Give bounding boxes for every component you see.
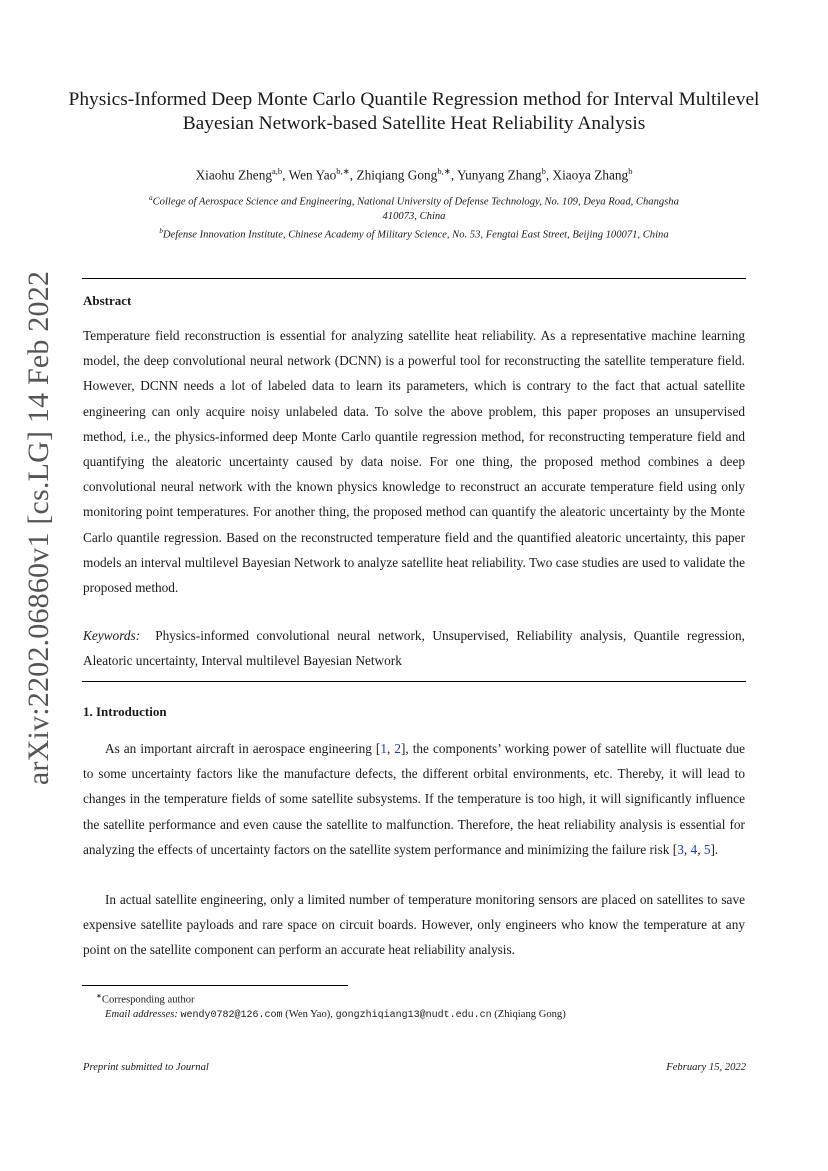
footer-date: February 15, 2022	[666, 1062, 746, 1073]
introduction-paragraph-2: In actual satellite engineering, only a limited number of temperature monitoring sensors are placed on satellites to save expensive satellite payloads and rare space on circuit boards. However, only engineers who know the temperature at any point on the satellite component can perform an accurate heat reliability analysis.	[83, 892, 745, 958]
author-affiliation-mark: b	[541, 166, 546, 176]
author-affiliation-mark: b,∗	[437, 166, 451, 176]
introduction-paragraph-1	[83, 736, 745, 862]
affiliation-a-text: College of Aerospace Science and Engineering, National University of Defense Technology, No. 109, Deya Road, Changsha	[152, 196, 679, 208]
affiliation-b-text: Defense Innovation Institute, Chinese Academy of Military Science, No. 53, Fengtai East Street, Beijing 100071, China	[162, 229, 669, 241]
author-name: Wen Yao	[288, 167, 337, 183]
citation-link[interactable]: 3	[677, 841, 684, 857]
arxiv-identifier-stamp	[2, 270, 76, 786]
email-label: Email addresses:	[105, 1008, 178, 1020]
footnote	[96, 989, 756, 1023]
author-list	[60, 162, 768, 184]
abstract-bottom-rule	[82, 681, 746, 682]
paragraph-text-segment: ,	[683, 841, 691, 857]
paragraph-text-segment: ,	[697, 841, 704, 857]
abstract-text: Temperature field reconstruction is essential for analyzing satellite heat reliability. As a representative machine learning model, the deep convolutional neural network (DCNN) is a powerful tool for reconstructing the satellite temperature field. However, DCNN needs a lot of labeled data to learn its parameters, which is contrary to the fact that actual satellite engineering can only acquire noisy unlabeled data. To solve the above problem, this paper proposes an unsupervised method, i.e., the physics-informed deep Monte Carlo quantile regression method, for reconstructing temperature field and quantifying the aleatoric uncertainty caused by data noise. For one thing, the proposed method combines a deep convolutional neural network with the known physics knowledge to reconstruct an accurate temperature field using only monitoring point temperatures. For another thing, the proposed method can quantify the aleatoric uncertainty by the Monte Carlo quantile regression. Based on the reconstructed temperature field and the quantified aleatoric uncertainty, this paper models an interval multilevel Bayesian Network to analyze satellite heat reliability. Two case studies are used to validate the proposed method.	[83, 328, 745, 596]
citation-link[interactable]: 5	[703, 841, 711, 857]
author-name: Xiaoya Zhang	[552, 167, 629, 183]
affiliation-a-mark: a	[149, 194, 153, 202]
author-affiliation-mark: b	[628, 166, 633, 176]
paragraph-text-segment: ].	[710, 841, 719, 857]
affiliation-a-continued: 410073, China	[382, 210, 446, 222]
citation-link[interactable]: 1	[380, 741, 387, 756]
author-name: Zhiqiang Gong	[356, 167, 438, 183]
author-separator: ,	[545, 167, 553, 183]
paper-title: Physics-Informed Deep Monte Carlo Quantile Regression method for Interval Multilevel Bayesian Network-based Satellite Heat Reliability Analysis	[68, 89, 760, 134]
email-owner-2: (Zhiqiang Gong)	[494, 1008, 566, 1020]
affiliation-b-mark: b	[159, 226, 163, 235]
corresponding-mark: ∗	[96, 992, 102, 1000]
email-addresses	[96, 1008, 756, 1023]
affiliations	[80, 191, 748, 242]
affiliation-a	[80, 191, 748, 210]
author-name: Yunyang Zhang	[457, 167, 542, 183]
citation-link[interactable]: 2	[394, 741, 401, 756]
email-link-wen-yao[interactable]: wendy0782@126.com	[180, 1009, 283, 1021]
footer-preprint-note: Preprint submitted to Journal	[83, 1062, 209, 1073]
corresponding-author-note	[96, 989, 756, 1008]
footnote-rule	[82, 985, 348, 986]
keywords-text: Physics-informed convolutional neural network, Unsupervised, Reliability analysis, Quantile regression, Aleatoric uncertainty, Interval multilevel Bayesian Network	[83, 628, 746, 669]
email-link-zhiqiang-gong[interactable]: gongzhiqiang13@nudt.edu.cn	[335, 1009, 492, 1021]
citation-link[interactable]: 4	[690, 841, 698, 857]
arxiv-identifier-text: arXiv:2202.06860v1 [cs.LG] 14 Feb 2022	[22, 270, 56, 786]
paragraph-text-segment: ,	[386, 741, 395, 756]
author-affiliation-mark: a,b	[272, 166, 283, 176]
author-separator: ,	[282, 167, 289, 183]
affiliation-b	[80, 224, 748, 243]
corresponding-text: Corresponding author	[101, 994, 195, 1006]
author-affiliation-mark: b,∗	[336, 166, 350, 176]
email-owner-1: (Wen Yao),	[285, 1008, 333, 1020]
paragraph-text-segment: ], the components’ working power of satellite will fluctuate due to some uncertainty factors like the manufacture defects, the different orbital environments, etc. Thereby, it will lead to changes in the temperature fields of some satellite subsystems. If the temperature is too high, it will significantly influence the satellite performance and even cause the satellite to malfunction. Therefore, the heat reliability analysis is essential for analyzing the effects of uncertainty factors on the satellite system performance and minimizing the failure risk [	[83, 741, 745, 857]
introduction-heading: 1. Introduction	[83, 704, 167, 719]
keywords	[83, 623, 745, 673]
paragraph-text-segment: As an important aircraft in aerospace engineering [	[105, 741, 381, 756]
author-name: Xiaohu Zheng	[195, 167, 273, 183]
author-separator: ,	[349, 167, 357, 183]
keywords-label: Keywords:	[83, 628, 141, 643]
author-separator: ,	[450, 167, 457, 183]
abstract-top-rule	[82, 278, 746, 279]
abstract-heading: Abstract	[83, 293, 132, 308]
